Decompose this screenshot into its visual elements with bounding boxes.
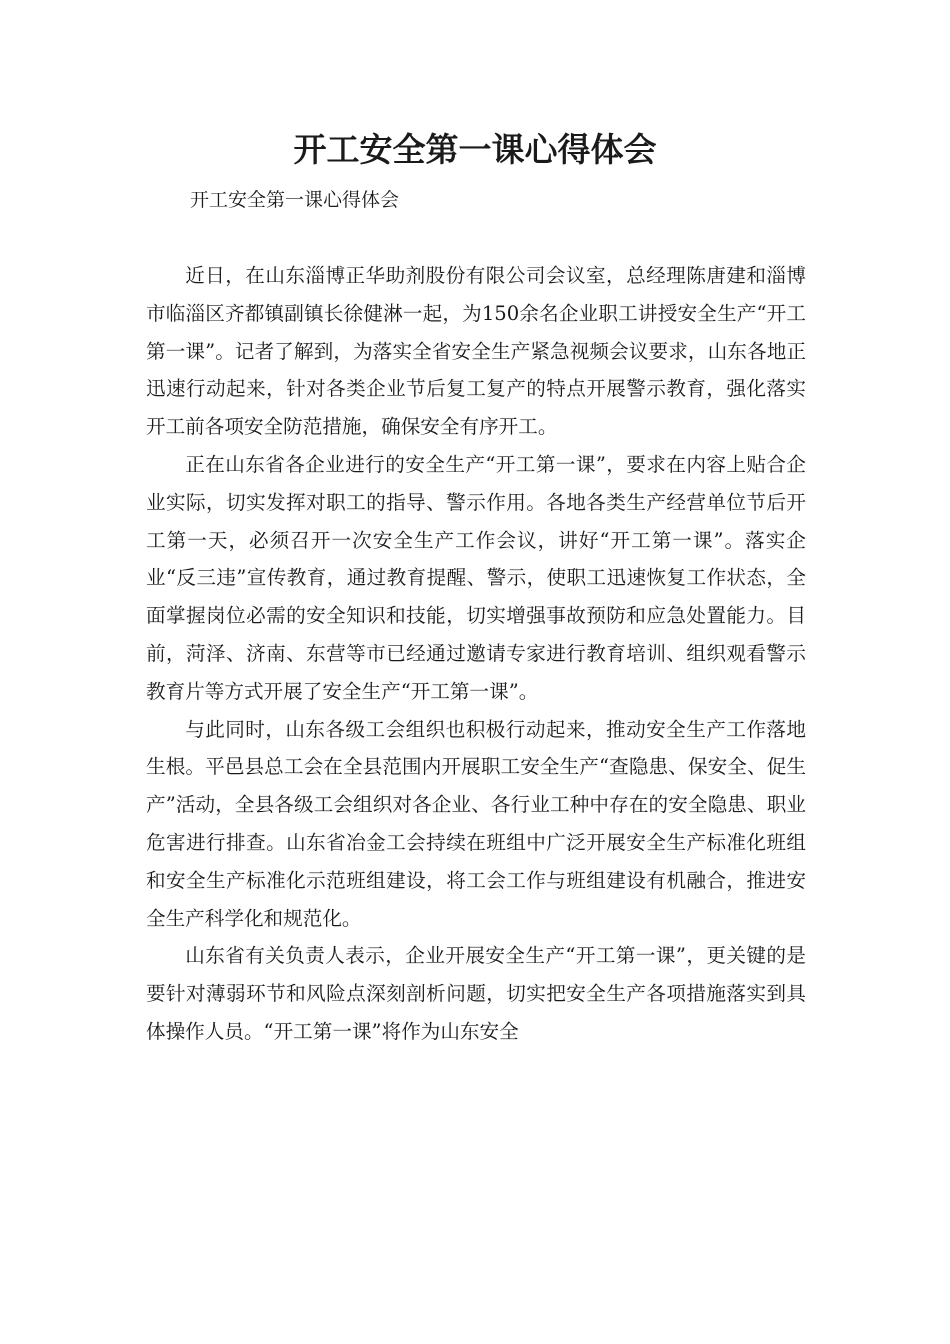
document-subtitle: 开工安全第一课心得体会 <box>190 189 400 211</box>
paragraph: 近日，在山东淄博正华助剂股份有限公司会议室，总经理陈唐建和淄博市临淄区齐都镇副镇长徐健淋一起，为150余名企业职工讲授安全生产“开工第一课”。记者了解到，为落实全省安全生产紧急视频会议要求，山东各地正迅速行动起来，针对各类企业节后复工复产的特点开展警示教育，强化落实开工前各项安全防范措施，确保安全有序开工。 <box>146 264 806 439</box>
document-body <box>146 257 806 1051</box>
paragraph: 正在山东省各企业进行的安全生产“开工第一课”，要求在内容上贴合企业实际，切实发挥对职工的指导、警示作用。各地各类生产经营单位节后开工第一天，必须召开一次安全生产工作会议，讲好“开工第一课”。落实企业“反三违”宣传教育，通过教育提醒、警示，使职工迅速恢复工作状态，全面掌握岗位必需的安全知识和技能，切实增强事故预防和应急处置能力。目前，菏泽、济南、东营等市已经通过邀请专家进行教育培训、组织观看警示教育片等方式开展了安全生产“开工第一课”。 <box>146 452 806 703</box>
paragraph: 与此同时，山东各级工会组织也积极行动起来，推动安全生产工作落地生根。平邑县总工会在全县范围内开展职工安全生产“查隐患、保安全、促生产”活动，全县各级工会组织对各企业、各行业工种中存在的安全隐患、职业危害进行排查。山东省冶金工会持续在班组中广泛开展安全生产标准化班组和安全生产标准化示范班组建设，将工会工作与班组建设有机融合，推进安全生产科学化和规范化。 <box>146 717 806 930</box>
paragraph: 山东省有关负责人表示，企业开展安全生产“开工第一课”，更关键的是要针对薄弱环节和风险点深刻剖析问题，切实把安全生产各项措施落实到具体操作人员。“开工第一课”将作为山东安全 <box>146 944 806 1043</box>
document-title: 开工安全第一课心得体会 <box>293 130 657 169</box>
